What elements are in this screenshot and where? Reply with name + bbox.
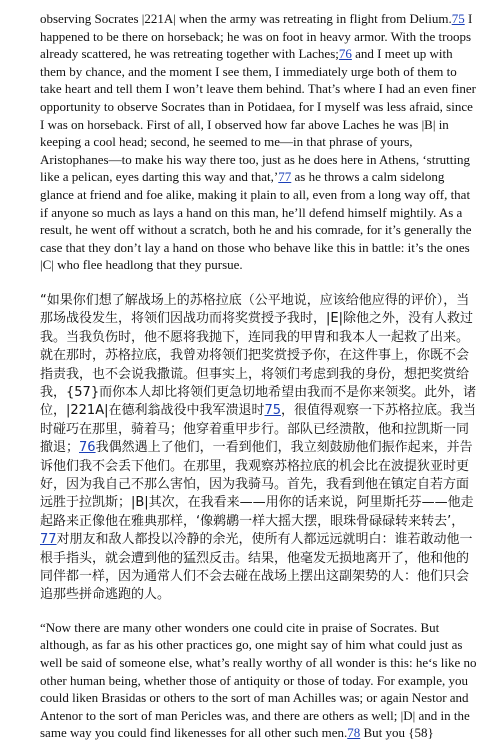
footnote-link-76[interactable]: 76 xyxy=(79,440,96,456)
english-paragraph-1 xyxy=(40,10,478,274)
text-segment: and I meet up with them by chance, and the moment I see them, I immediately urge both of them to take heart and tell them I won’t leave them behind. That’s where I had an even finer opportunity to observe Socrates than in Potidaea, for I myself was less afraid, since I was on horseback. First of all, I observed how far above Laches he was |B| in keeping a cool head; second, he seemed to me—in that phrase of yours, Aristophanes—to make his way there too, just as he does here in Athens, ‘strutting like a pelican, eyes darting this way and that,’ xyxy=(40,46,476,185)
footnote-link-76[interactable]: 76 xyxy=(338,46,352,62)
text-segment: “Now there are many other wonders one could cite in praise of Socrates. But although, as far as his other practices go, one might say of him what could just as well be said of someone else, what’s really worthy of all wonder is this: he‘s like no other human being, whether those of antiquity or those of today. For example, you could liken Brasidas or others to the sort of man Achilles was; or again Nestor and Antenor to the sort of man Pericles was, and there are others as well; |D| and in the same way you could find likenesses for all other such men. xyxy=(40,619,477,741)
chinese-paragraph xyxy=(40,292,478,605)
text-segment: I happened to be there on horseback; he was on foot in heavy armor. With the troops already scattered, he was retreating together with Laches; xyxy=(40,11,473,62)
text-segment: observing Socrates |221A| when the army was retreating in flight from Delium. xyxy=(40,11,452,26)
text-segment: ，很值得观察一下苏格拉底。我当时碰巧在那里，骑着马；他穿着重甲步行。部队已经溃散，他和拉凯斯一同撤退； xyxy=(40,403,477,456)
footnote-link-77[interactable]: 77 xyxy=(278,169,292,185)
footnote-link-77[interactable]: 77 xyxy=(40,532,57,548)
footnote-link-75[interactable]: 75 xyxy=(451,11,465,26)
text-segment: as he throws a calm sidelong glance at friend and foe alike, making it plain to all, even from a long way off, that if anyone so much as lays a hand on this man, he’ll defend himself mightily. As a result, he went off without a scratch, both he and his comrade, for it’s generally the case that they don’t lay a hand on those who behave like this in battle: it’s the ones |C| who flee headlong that they pursue. xyxy=(40,169,472,273)
footnote-link-75[interactable]: 75 xyxy=(264,403,282,419)
text-segment: 我偶然遇上了他们，一看到他们，我立刻鼓励他们振作起来，并告诉他们我不会丢下他们。在那里，我观察苏格拉底的机会比在波提狄亚时更好，因为我自己不那么害怕，因为我骑马。首先，我看到他在镇定自若方面远胜于拉凯斯；|B|其次，在我看来——用你的话来说，阿里斯托芬——他走起路来正像他在雅典那样，‘像鹈鹕一样大摇大摆，眼珠骨碌碌转来转去’， xyxy=(40,440,474,529)
footnote-link-78[interactable]: 78 xyxy=(347,725,361,741)
text-segment: “如果你们想了解战场上的苏格拉底（公平地说，应该给他应得的评价），当那场战役发生，将领们因战功而将奖赏授予我时，|E|除他之外，没有人救过我。当我负伤时，他不愿将我抛下，连同我的甲胄和我本人一起救了出来。就在那时，苏格拉底，我曾劝将领们把奖赏授予你，在这件事上，你既不会指责我，也不会说我撒谎。但事实上，将领们考虑到我的身份，想把奖赏给我，{57}而你本人却比将领们更急切地希望由我而不是你来领奖。此外，诸位，|221A|在德利翁战役中我军溃退时 xyxy=(40,292,477,419)
text-segment: 对朋友和敌人都投以冷静的余光，使所有人都远远就明白：谁若敢动他一根手指头，就会遭到他的猛烈反击。结果，他毫发无损地离开了，他和他的同伴都一样，因为通常人们不会去碰在战场上摆出这副架势的人：他们只会追那些拼命逃跑的人。 xyxy=(40,532,473,603)
english-paragraph-2 xyxy=(40,619,478,742)
text-segment: But you {58} xyxy=(360,725,434,741)
